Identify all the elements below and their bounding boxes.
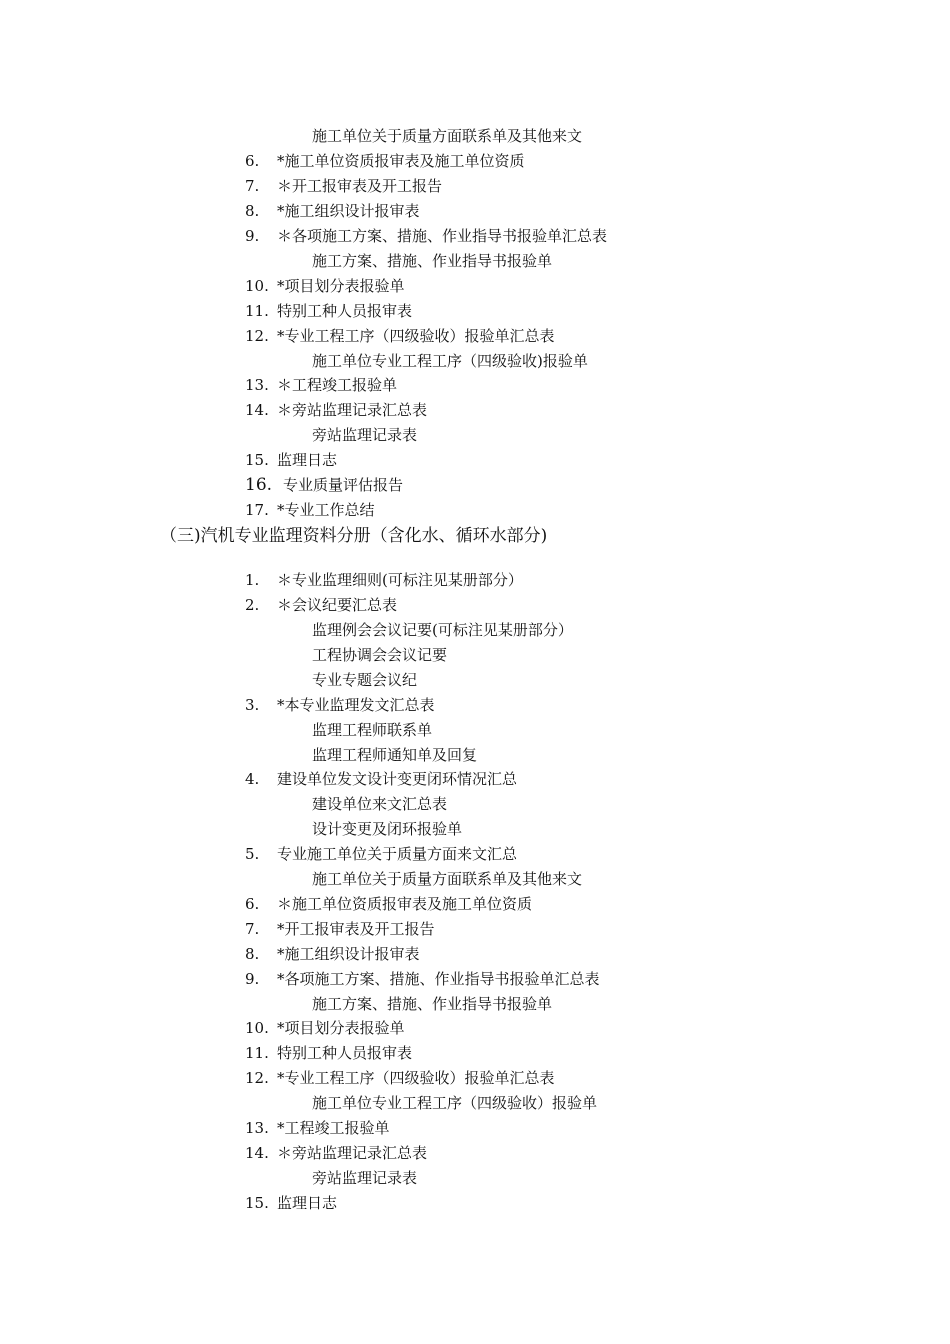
list-item-text: 设计变更及闭环报验单 xyxy=(312,820,463,838)
list-item-text: ＊旁站监理记录汇总表 xyxy=(277,401,428,419)
list-item-number: 3. xyxy=(245,696,260,714)
list-item-number: 12. xyxy=(245,1069,269,1087)
list-item-text: 监理日志 xyxy=(277,1194,338,1212)
list-item-text: ＊专业监理细则(可标注见某册部分） xyxy=(277,571,523,589)
list-item-number: 13. xyxy=(245,1119,269,1137)
list-item-text: *施工单位资质报审表及施工单位资质 xyxy=(277,152,525,170)
list-item-number: 15. xyxy=(245,1194,269,1212)
list-item-text: 施工单位专业工程工序（四级验收)报验单 xyxy=(312,352,588,370)
list-item-number: 8. xyxy=(245,945,260,963)
list-item-text: 监理例会会议记要(可标注见某册部分） xyxy=(312,621,573,639)
list-item-text: 旁站监理记录表 xyxy=(312,1169,418,1187)
list-item-text: 旁站监理记录表 xyxy=(312,426,418,444)
list-item-number: 9. xyxy=(245,227,260,245)
list-item-number: 11. xyxy=(245,1044,269,1062)
list-item-text: *专业工程工序（四级验收）报验单汇总表 xyxy=(277,1069,555,1087)
list-item-text: *本专业监理发文汇总表 xyxy=(277,696,435,714)
list-item-text: 施工单位关于质量方面联系单及其他来文 xyxy=(312,127,583,145)
list-item-text: *专业工程工序（四级验收）报验单汇总表 xyxy=(277,327,555,345)
list-item-text: *施工组织设计报审表 xyxy=(277,202,420,220)
list-item-text: 施工方案、措施、作业指导书报验单 xyxy=(312,252,553,270)
list-item-text: 工程协调会会议记要 xyxy=(312,646,448,664)
list-item-text: ＊施工单位资质报审表及施工单位资质 xyxy=(277,895,533,913)
list-item-number: 7. xyxy=(245,177,260,195)
list-item-text: ＊开工报审表及开工报告 xyxy=(277,177,443,195)
list-item-number: 13. xyxy=(245,376,269,394)
list-item-number: 2. xyxy=(245,596,260,614)
list-item-text: 专业质量评估报告 xyxy=(283,476,404,494)
list-item-text: *项目划分表报验单 xyxy=(277,1019,405,1037)
list-item-text: *各项施工方案、措施、作业指导书报验单汇总表 xyxy=(277,970,600,988)
list-item-text: *项目划分表报验单 xyxy=(277,277,405,295)
list-item-text: 监理工程师通知单及回复 xyxy=(312,746,478,764)
list-item-text: 专业施工单位关于质量方面来文汇总 xyxy=(277,845,518,863)
list-item-number: 14. xyxy=(245,401,269,419)
list-item-number: 15. xyxy=(245,451,269,469)
list-item-text: 特别工种人员报审表 xyxy=(277,1044,413,1062)
list-item-number: 6. xyxy=(245,152,260,170)
list-item-number: 9. xyxy=(245,970,260,988)
list-item-text: ＊会议纪要汇总表 xyxy=(277,596,398,614)
list-item-number: 5. xyxy=(245,845,260,863)
list-item-text: 建设单位发文设计变更闭环情况汇总 xyxy=(277,770,518,788)
list-item-number: 10. xyxy=(245,1019,269,1037)
list-item-number: 6. xyxy=(245,895,260,913)
list-item-number: 12. xyxy=(245,327,269,345)
list-item-text: *开工报审表及开工报告 xyxy=(277,920,435,938)
list-item-number: 16. xyxy=(245,475,273,495)
list-item-number: 11. xyxy=(245,302,269,320)
list-item-text: ＊各项施工方案、措施、作业指导书报验单汇总表 xyxy=(277,227,608,245)
list-item-number: 8. xyxy=(245,202,260,220)
list-item-text: 施工单位专业工程工序（四级验收）报验单 xyxy=(312,1094,598,1112)
list-item-text: 专业专题会议纪 xyxy=(312,671,418,689)
list-item-text: *施工组织设计报审表 xyxy=(277,945,420,963)
list-item-text: 监理日志 xyxy=(277,451,338,469)
list-item-text: 施工方案、措施、作业指导书报验单 xyxy=(312,995,553,1013)
list-item-number: 17. xyxy=(245,501,269,519)
list-item-number: 7. xyxy=(245,920,260,938)
list-item-text: 施工单位关于质量方面联系单及其他来文 xyxy=(312,870,583,888)
section-heading: （三)汽机专业监理资料分册（含化水、循环水部分) xyxy=(160,526,548,546)
list-item-text: 监理工程师联系单 xyxy=(312,721,433,739)
list-item-number: 10. xyxy=(245,277,269,295)
list-item-text: ＊工程竣工报验单 xyxy=(277,376,398,394)
list-item-text: 特别工种人员报审表 xyxy=(277,302,413,320)
list-item-number: 14. xyxy=(245,1144,269,1162)
list-item-text: *专业工作总结 xyxy=(277,501,375,519)
list-item-number: 1. xyxy=(245,571,260,589)
list-item-number: 4. xyxy=(245,770,260,788)
list-item-text: *工程竣工报验单 xyxy=(277,1119,390,1137)
list-item-text: 建设单位来文汇总表 xyxy=(312,795,448,813)
list-item-text: ＊旁站监理记录汇总表 xyxy=(277,1144,428,1162)
